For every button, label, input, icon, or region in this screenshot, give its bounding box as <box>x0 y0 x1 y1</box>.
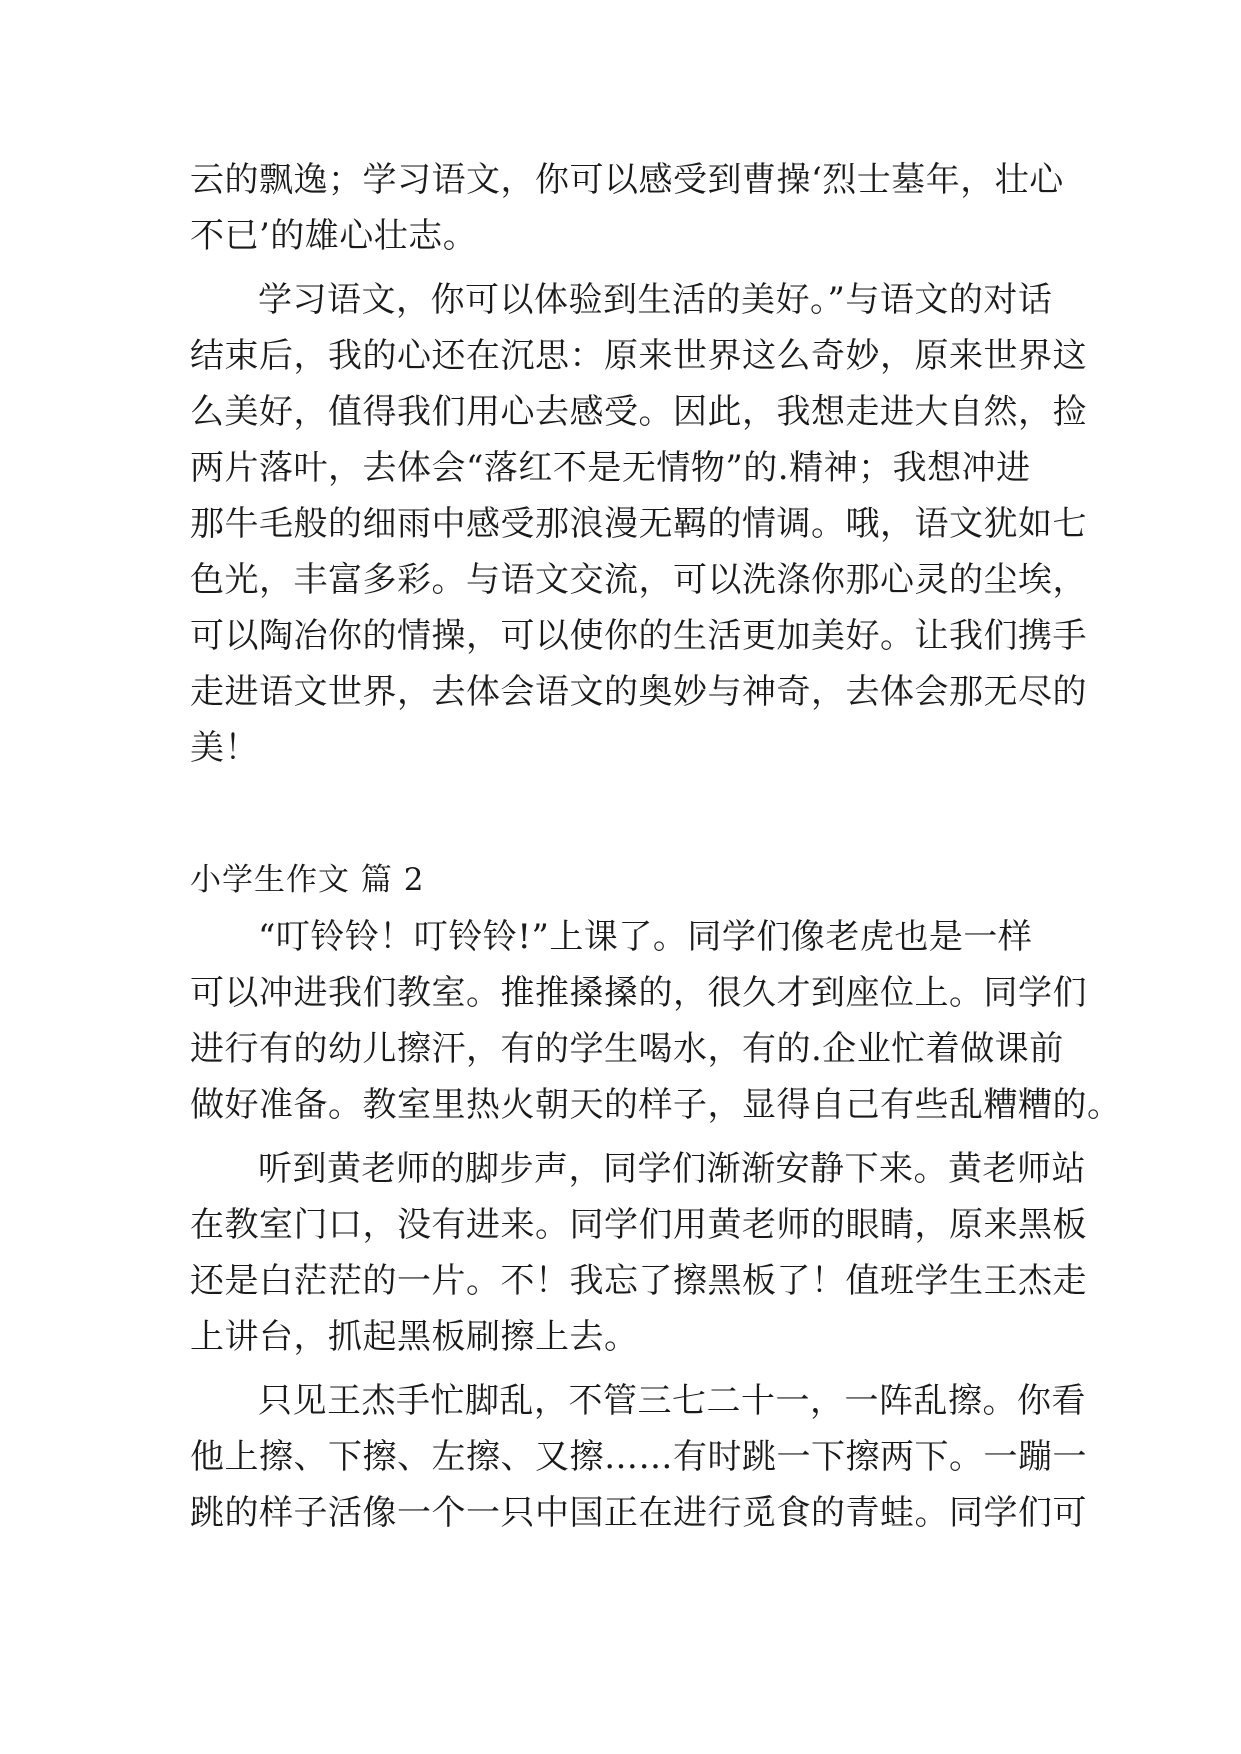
text-line: 还是白茫茫的一片。不！我忘了擦黑板了！值班学生王杰走 <box>190 1261 1087 1301</box>
text-line: 那牛毛般的细雨中感受那浪漫无羁的情调。哦，语文犹如七 <box>190 504 1087 544</box>
text-line: 他上擦、下擦、左擦、又擦……有时跳一下擦两下。一蹦一 <box>190 1437 1087 1477</box>
text-line: 做好准备。教室里热火朝天的样子，显得自己有些乱糟糟的。 <box>190 1085 1122 1125</box>
paragraph-first-line: “叮铃铃！叮铃铃!”上课了。同学们像老虎也是一样 <box>258 917 1033 957</box>
paragraph-first-line: 学习语文，你可以体验到生活的美好。”与语文的对话 <box>258 280 1053 320</box>
text-line: 两片落叶，去体会“落红不是无情物”的.精神；我想冲进 <box>190 448 1031 488</box>
paragraph-first-line: 只见王杰手忙脚乱，不管三七二十一，一阵乱擦。你看 <box>258 1381 1086 1421</box>
section-heading: 小学生作文 篇 2 <box>190 862 425 898</box>
text-line: 跳的样子活像一个一只中国正在进行觅食的青蛙。同学们可 <box>190 1493 1087 1533</box>
text-line: 走进语文世界，去体会语文的奥妙与神奇，去体会那无尽的 <box>190 672 1087 712</box>
text-line: 结束后，我的心还在沉思：原来世界这么奇妙，原来世界这 <box>190 336 1087 376</box>
text-line: 云的飘逸；学习语文，你可以感受到曹操‘烈士墓年，壮心 <box>190 160 1064 200</box>
paragraph-first-line: 听到黄老师的脚步声，同学们渐渐安静下来。黄老师站 <box>258 1149 1086 1189</box>
text-line: 么美好，值得我们用心去感受。因此，我想走进大自然，捡 <box>190 392 1087 432</box>
text-line: 上讲台，抓起黑板刷擦上去。 <box>190 1317 639 1357</box>
text-line: 不已’的雄心壮志。 <box>190 216 478 256</box>
text-line: 进行有的幼儿擦汗，有的学生喝水，有的.企业忙着做课前 <box>190 1029 1064 1069</box>
text-line: 在教室门口，没有进来。同学们用黄老师的眼睛，原来黑板 <box>190 1205 1087 1245</box>
text-line: 可以冲进我们教室。推推搡搡的，很久才到座位上。同学们 <box>190 973 1087 1013</box>
text-line: 美！ <box>190 728 259 768</box>
text-line: 可以陶冶你的情操，可以使你的生活更加美好。让我们携手 <box>190 616 1087 656</box>
text-line: 色光，丰富多彩。与语文交流，可以洗涤你那心灵的尘埃， <box>190 560 1087 600</box>
